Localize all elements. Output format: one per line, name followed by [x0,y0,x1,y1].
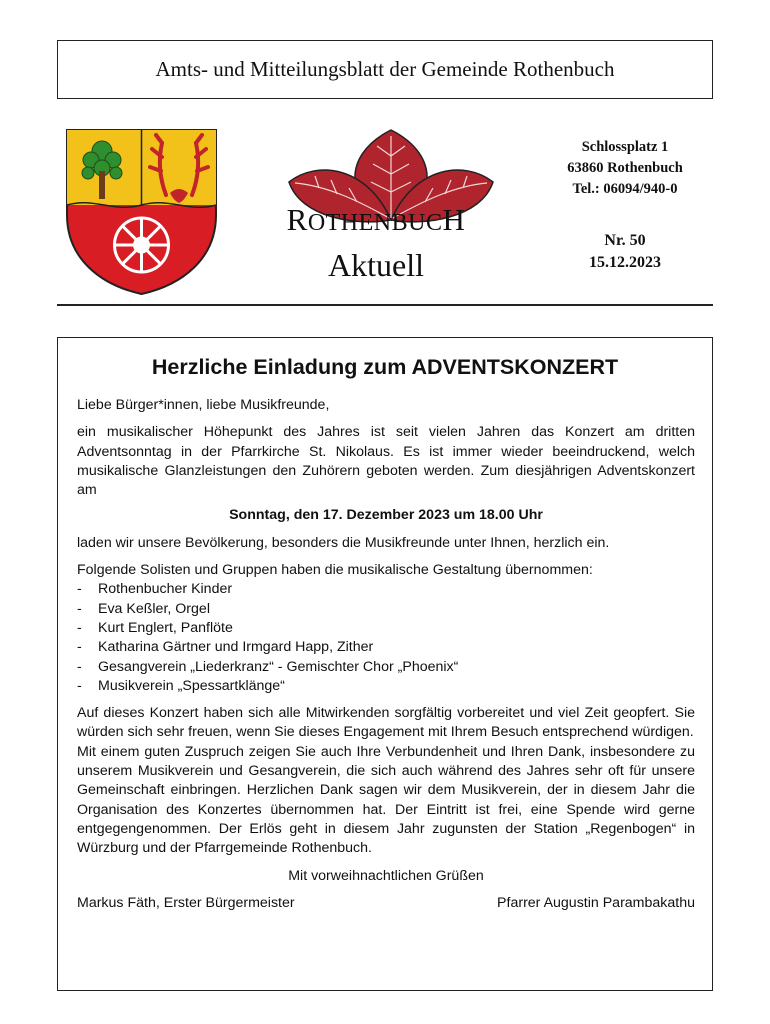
concert-date-line: Sonntag, den 17. Dezember 2023 um 18.00 Uhr [229,507,543,524]
wordmark-final: H [442,202,466,237]
list-item: - Musikverein „Spessartklänge“ [77,677,695,696]
list-item: - Kurt Englert, Panflöte [77,619,695,638]
address-block [525,137,725,200]
article-body [77,396,695,913]
closing-greeting: Mit vorweihnachtlichen Grüßen [288,867,484,884]
newsletter-title-box [57,40,713,99]
issue-block [525,230,725,274]
issue-date: 15.12.2023 [589,254,661,271]
rothenbuch-wordmark [256,204,496,235]
article-paragraph-1: Auf dieses Konzert haben sich alle Mitwirkenden sorgfältig vorbereitet und viel Zeit geopfert. Sie würden sich sehr freuen, wenn Sie dieses Engagement mit Ihrem Besuch entsprechend würdigen. [77,705,695,741]
signature-row [77,894,695,913]
wordmark-middle: OTHENBUC [307,210,443,236]
article-intro: ein musikalischer Höhepunkt des Jahres ist seit vielen Jahren das Konzert am dritten Adventsonntag in der Pfarrkirche St. Nikolaus. Es ist immer wieder beeindruckend, welch musikalische Glanzleistungen den Zuhörern geboten werden. Zum diesjährigen Adventskonzert am [77,424,695,499]
wordmark-initial: R [286,202,308,237]
list-item: - Eva Keßler, Orgel [77,600,695,619]
article-title: Herzliche Einladung zum ADVENTSKONZERT [151,355,619,379]
header-divider [57,304,713,306]
list-item: - Katharina Gärtner und Irmgard Happ, Zither [77,638,695,657]
soloists-list [77,580,695,696]
list-item: - Gesangverein „Liederkranz“ - Gemischter Chor „Phoenix“ [77,658,695,677]
aktuell-subtitle: Aktuell [328,247,424,283]
article-paragraph-2: Mit einem guten Zuspruch zeigen Sie auch Ihre Verbundenheit und Ihren Dank, insbesondere zu unserem Musikverein und Gesangverein, die sich auch während des Jahres sehr oft für unsere Gemeinschaft einbringen. Herzlichen Dank sagen wir dem Musikverein, der in diesem Jahr die Organisation des Konzertes übernommen hat. Der Eintritt ist frei, eine Spende wird gerne entgegengenommen. Der Erlös geht in diesem Jahr zugunsten der Station „Regenbogen“ in Würzburg und der Pfarrgemeinde Rothenbuch. [77,743,695,857]
issue-number: Nr. 50 [604,232,646,249]
article-greeting: Liebe Bürger*innen, liebe Musikfreunde, [77,397,330,413]
list-item: - Rothenbucher Kinder [77,580,695,599]
coat-of-arms-icon [64,127,219,297]
newsletter-title: Amts- und Mitteilungsblatt der Gemeinde Rothenbuch [155,57,615,81]
signer-mayor: Markus Fäth, Erster Bürgermeister [77,894,295,911]
address-street: Schlossplatz 1 [581,139,669,155]
address-city: 63860 Rothenbuch [567,160,683,176]
address-phone: Tel.: 06094/940-0 [572,181,678,197]
soloists-intro: Folgende Solisten und Gruppen haben die musikalische Gestaltung übernommen: [77,562,593,579]
article-invite: laden wir unsere Bevölkerung, besonders die Musikfreunde unter Ihnen, herzlich ein. [77,534,610,551]
signer-priest: Pfarrer Augustin Parambakathu [497,894,695,911]
